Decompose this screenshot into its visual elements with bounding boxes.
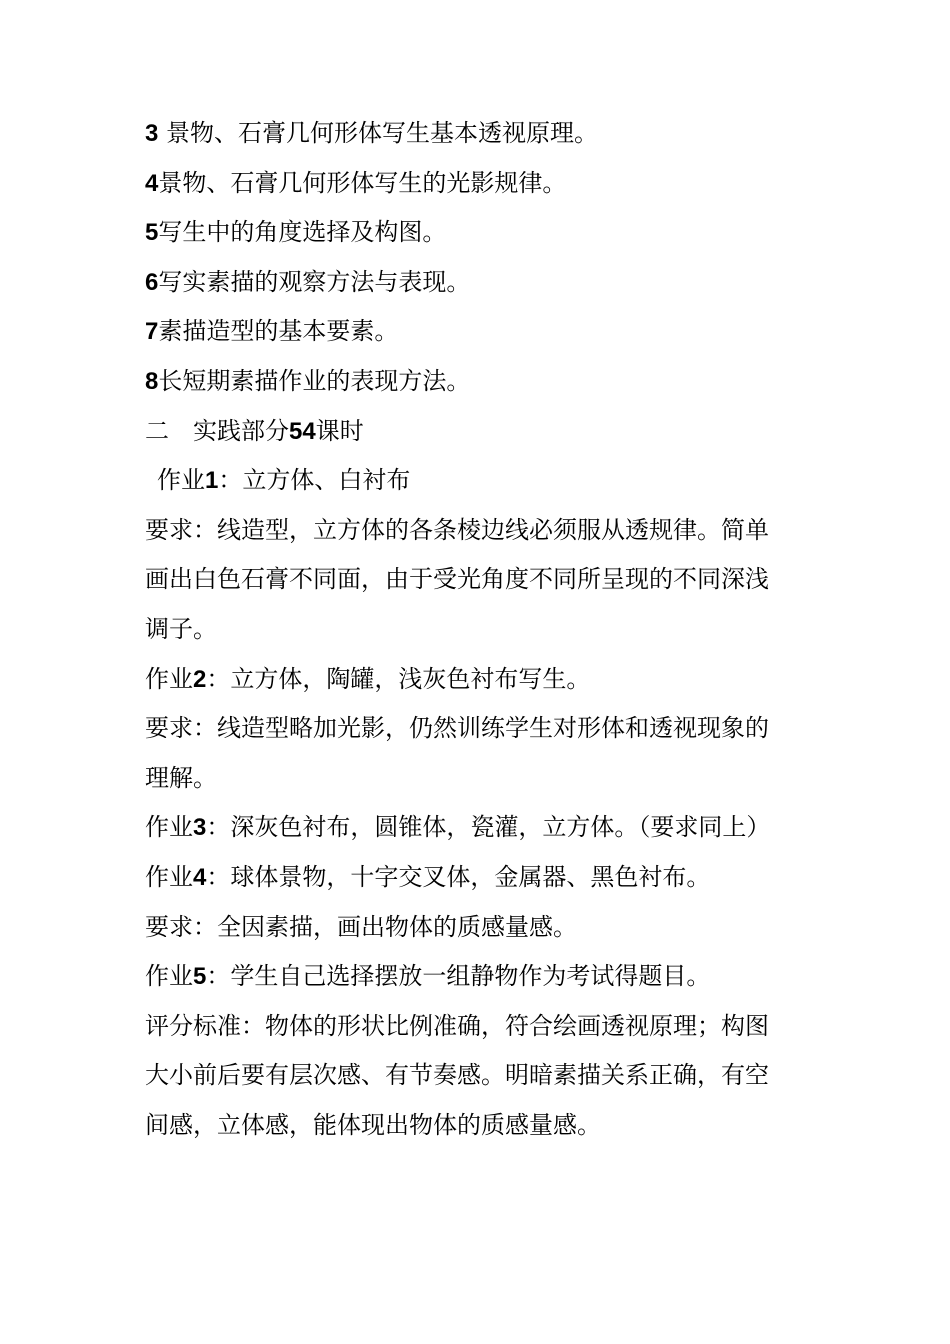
homework-1-req-line: 要求：线造型，立方体的各条棱边线必须服从透规律。简单 [145,515,769,544]
hw-label: 作业 [145,962,193,991]
homework-1-title [145,456,825,506]
homework-1-req-line: 画出白色石膏不同面，由于受光角度不同所呈现的不同深浅 [145,565,769,594]
scoring-criteria-line: 大小前后要有层次感、有节奏感。明暗素描关系正确，有空 [145,1061,769,1090]
section-hours: 54 [289,417,316,445]
hw-number: 5 [193,963,207,991]
item-text: 写生中的角度选择及构图。 [158,218,447,247]
scoring-criteria-line: 间感，立体感，能体现出物体的质感量感。 [145,1110,601,1139]
hw-label: 作业 [145,862,193,891]
homework-4-title [145,853,825,903]
section-suffix: 课时 [315,416,364,445]
scoring-criteria-line: 评分标准：物体的形状比例准确，符合绘画透视原理；构图 [145,1011,769,1040]
item-number: 4 [145,169,159,197]
section-heading-practice [145,407,825,457]
hw-label: 作业 [157,466,205,495]
item-number: 7 [145,318,159,346]
hw-text: ：立方体、白衬布 [218,466,411,495]
hw-text: ：球体景物，十字交叉体，金属器、黑色衬布。 [206,862,711,891]
hw-label: 作业 [145,664,193,693]
theory-item-8 [145,357,825,407]
hw-number: 3 [193,814,207,842]
hw-number: 2 [193,665,207,693]
item-number: 5 [145,219,159,247]
hw-text: ：立方体，陶罐，浅灰色衬布写生。 [206,664,591,693]
item-text: 景物、石膏几何形体写生基本透视原理。 [158,119,598,147]
theory-item-5 [145,208,825,258]
hw-label: 作业 [145,813,193,842]
homework-1-req-line: 调子。 [145,614,217,643]
homework-3-title [145,803,825,853]
item-number: 3 [145,120,159,147]
homework-2-req-line: 理解。 [145,763,217,792]
item-number: 8 [145,367,159,395]
document-page [145,109,825,1150]
homework-2-title [145,655,825,705]
hw-text: ：深灰色衬布，圆锥体，瓷灌，立方体。（要求同上） [206,813,771,842]
item-text: 写实素描的观察方法与表现。 [158,267,471,296]
item-number: 6 [145,268,159,296]
hw-number: 1 [205,467,219,495]
homework-4-req-line: 要求：全因素描，画出物体的质感量感。 [145,912,577,941]
item-text: 景物、石膏几何形体写生的光影规律。 [158,168,567,197]
hw-text: ：学生自己选择摆放一组静物作为考试得题目。 [206,962,711,991]
item-text: 素描造型的基本要素。 [158,317,399,346]
theory-item-3 [145,109,825,159]
homework-2-req-line: 要求：线造型略加光影，仍然训练学生对形体和透视现象的 [145,714,769,743]
theory-item-7 [145,307,825,357]
homework-5-title [145,952,825,1002]
section-prefix: 二 实践部分 [145,416,289,445]
hw-number: 4 [193,863,207,891]
theory-item-6 [145,258,825,308]
item-text: 长短期素描作业的表现方法。 [158,366,471,395]
theory-item-4 [145,159,825,209]
